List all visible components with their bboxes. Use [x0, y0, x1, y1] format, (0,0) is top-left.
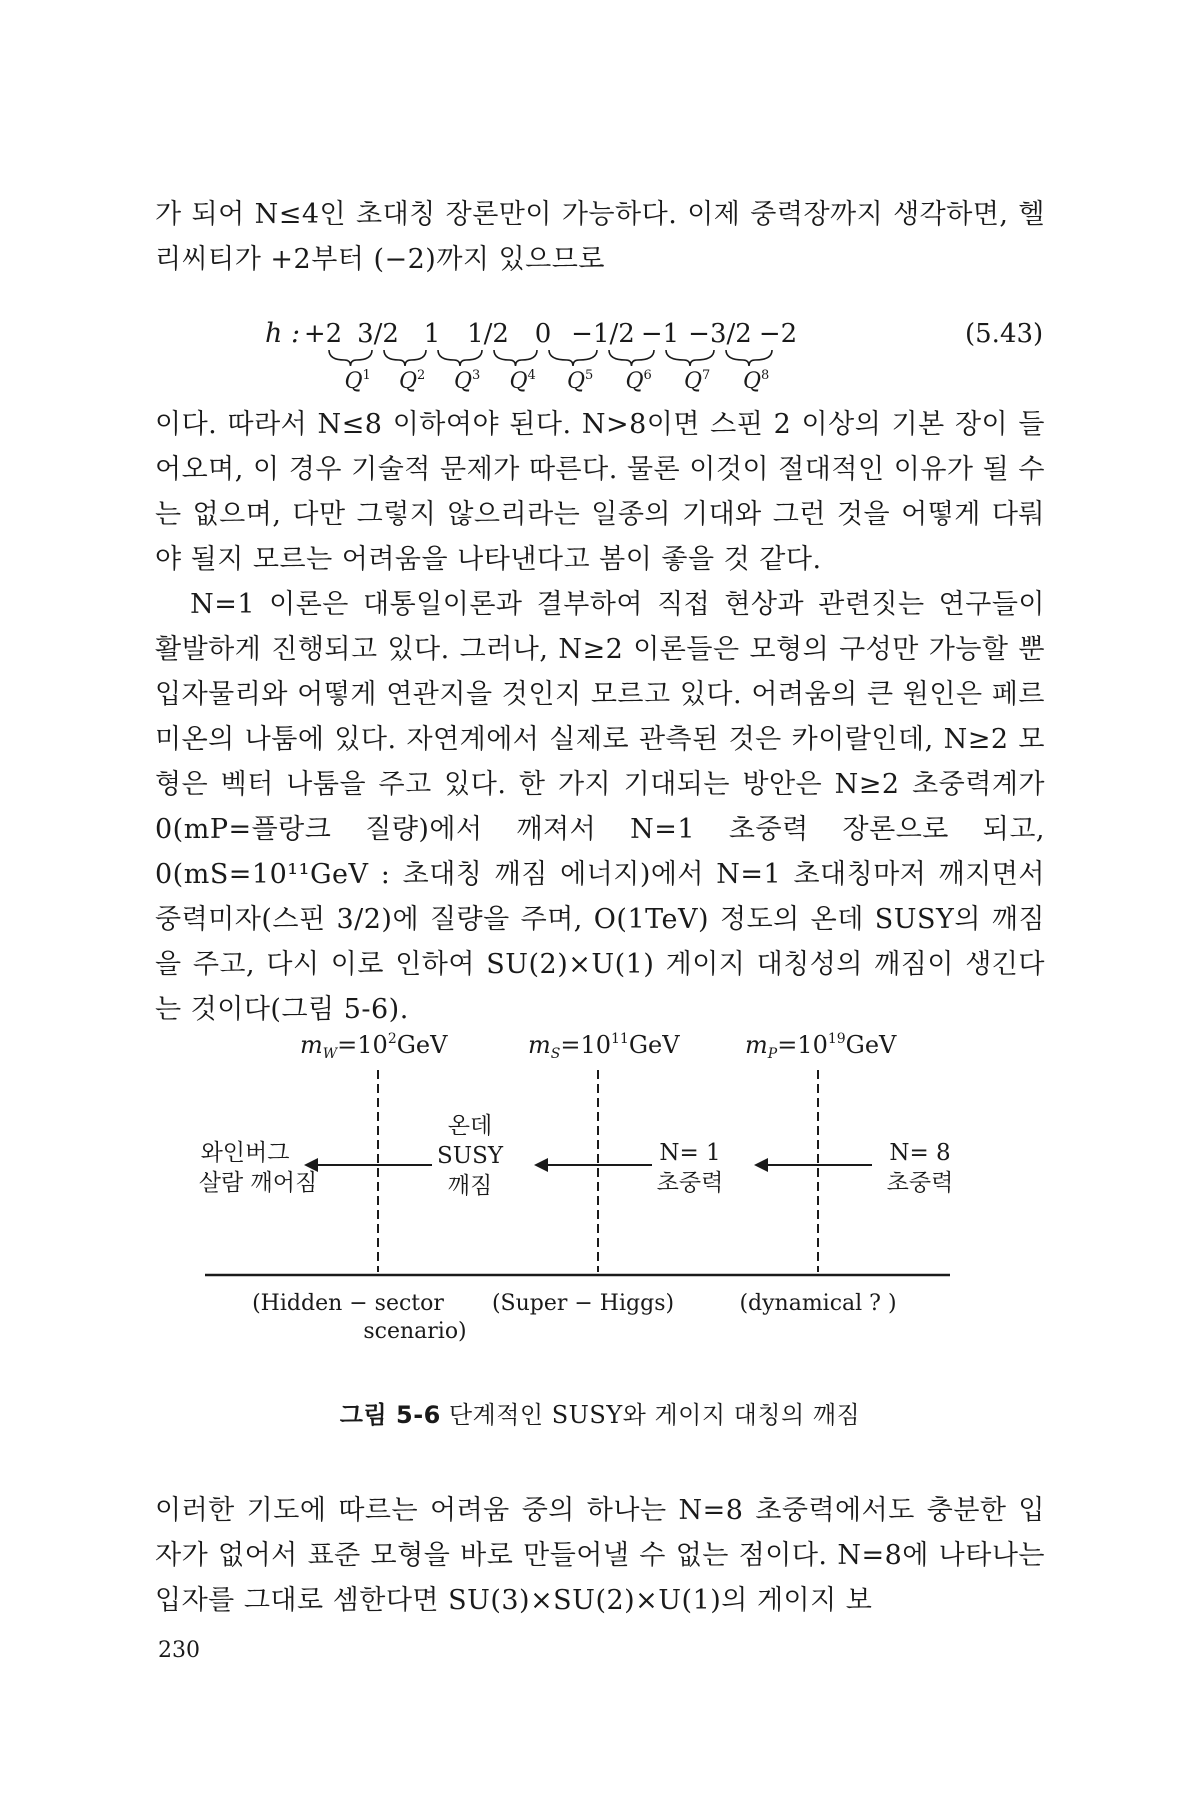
stage-n8-supergravity	[887, 1140, 954, 1196]
helicity-value: 0	[534, 319, 552, 349]
svg-text:깨짐: 깨짐	[447, 1173, 493, 1199]
helicity-value: −3/2	[688, 319, 752, 349]
stage-n1-supergravity	[657, 1140, 724, 1196]
svg-text:N= 8: N= 8	[889, 1140, 951, 1166]
underbrace	[726, 350, 772, 366]
supercharge-label: $Q^2$	[399, 368, 426, 392]
helicity-value: +2	[303, 319, 343, 349]
figure-caption	[0, 1395, 1200, 1430]
underbrace	[666, 350, 714, 366]
equation-prefix: h :	[265, 318, 301, 349]
supercharge-label: $Q^3$	[454, 368, 481, 392]
svg-text:(dynamical ? ): (dynamical ? )	[739, 1291, 897, 1316]
underbrace	[549, 350, 597, 366]
svg-text:scenario): scenario)	[363, 1319, 467, 1344]
helicity-value: −1	[640, 319, 680, 349]
helicity-value: 1/2	[467, 319, 509, 349]
underbrace	[438, 350, 482, 366]
svg-text:mW=102GeV: $m_W=10^2GeV$	[300, 1031, 448, 1062]
supercharge-label: $Q^7$	[684, 368, 711, 392]
caption-text: 단계적인 SUSY와 게이지 대칭의 깨짐	[448, 1401, 861, 1429]
underbrace	[609, 350, 654, 366]
stage-low-energy-susy	[437, 1113, 504, 1199]
svg-text:mS=1011GeV: $m_S=10^{11}GeV$	[528, 1031, 680, 1062]
figure-5-6	[0, 1025, 1200, 1365]
stage-weinberg-salam	[199, 1140, 317, 1196]
scenario-hidden-sector	[252, 1291, 467, 1344]
underbrace	[329, 350, 372, 366]
supercharge-label: $Q^1$	[344, 368, 371, 392]
svg-text:살람 깨어짐: 살람 깨어짐	[198, 1170, 318, 1196]
equation-5-43	[0, 312, 1200, 392]
svg-text:mP=1019GeV: $m_P=10^{19}GeV$	[745, 1031, 897, 1062]
helicity-value: −2	[758, 319, 798, 349]
scale-label-s	[528, 1031, 680, 1062]
paragraph-4: 이러한 기도에 따르는 어려움 중의 하나는 N=8 초중력에서도 충분한 입자가 없어서 표준 모형을 바로 만들어낼 수 없는 점이다. N=8에 나타나는 입자를 그대로 셈한다면 SU(3)×SU(2)×U(1)의 게이지 보	[155, 1495, 1045, 1616]
supercharge-label: $Q^4$	[509, 368, 536, 392]
scale-label-p	[745, 1031, 897, 1062]
paragraph-3: N=1 이론은 대통일이론과 결부하여 직접 현상과 관련짓는 연구들이 활발하게 진행되고 있다. 그러나, N≥2 이론들은 모형의 구성만 가능할 뿐 입자물리와 어떻게 연관지을 것인지 모르고 있다. 어려움의 큰 원인은 페르미온의 나툼에 있다. 자연계에서 실제로 관측된 것은 카이랄인데, N≥2 모형은 벡터 나툼을 주고 있다. 한 가지 기대되는 방안은 N≥2 초중력계가 0(mP=플랑크 질량)에서 깨져서 N=1 초중력 장론으로 되고, 0(mS=10¹¹GeV : 초대칭 깨짐 에너지)에서 N=1 초대칭마저 깨지면서 중력미자(스핀 3/2)에 질량을 주며, O(1TeV) 정도의 온데 SUSY의 깨짐을 주고, 다시 이로 인하여 SU(2)×U(1) 게이지 대칭성의 깨짐이 생긴다는 것이다(그림 5-6).	[155, 589, 1045, 1025]
svg-text:초중력: 초중력	[656, 1170, 724, 1196]
supercharge-label: $Q^6$	[625, 368, 652, 392]
scenario-super-higgs	[492, 1291, 674, 1316]
underbrace	[494, 350, 537, 366]
arrow-to-low-susy	[534, 1158, 652, 1172]
scenario-dynamical	[739, 1291, 896, 1316]
svg-text:온데: 온데	[447, 1113, 493, 1139]
svg-text:와인버그: 와인버그	[200, 1140, 290, 1166]
helicity-value: −1/2	[571, 319, 635, 349]
supercharge-label: $Q^5$	[567, 368, 594, 392]
equation-number: (5.43)	[965, 319, 1044, 349]
scale-label-w	[300, 1031, 448, 1062]
arrow-to-weinberg-salam	[304, 1158, 432, 1172]
supercharge-label: $Q^8$	[743, 368, 770, 392]
helicity-value: 1	[423, 319, 441, 349]
helicity-value: 3/2	[357, 319, 399, 349]
underbrace	[384, 350, 426, 366]
svg-text:SUSY: SUSY	[436, 1143, 504, 1169]
svg-text:(Hidden − sector: (Hidden − sector	[252, 1291, 444, 1316]
svg-text:N= 1: N= 1	[659, 1140, 721, 1166]
svg-text:(Super − Higgs): (Super − Higgs)	[491, 1291, 675, 1316]
paragraph-2: 이다. 따라서 N≤8 이하여야 된다. N>8이면 스핀 2 이상의 기본 장이 들어오며, 이 경우 기술적 문제가 따른다. 물론 이것이 절대적인 이유가 될 수는 없으며, 다만 그렇지 않으리라는 일종의 기대와 그런 것을 어떻게 다뤄야 될지 모르는 어려움을 나타낸다고 봄이 좋을 것 같다.	[155, 409, 1045, 575]
caption-label: 그림 5-6	[339, 1401, 441, 1429]
svg-text:초중력: 초중력	[886, 1170, 954, 1196]
paragraph-1: 가 되어 N≤4인 초대칭 장론만이 가능하다. 이제 중력장까지 생각하면, 헬리씨티가 +2부터 (−2)까지 있으므로	[155, 199, 1045, 275]
page-number: 230	[158, 1638, 200, 1663]
arrow-to-n1	[754, 1158, 872, 1172]
